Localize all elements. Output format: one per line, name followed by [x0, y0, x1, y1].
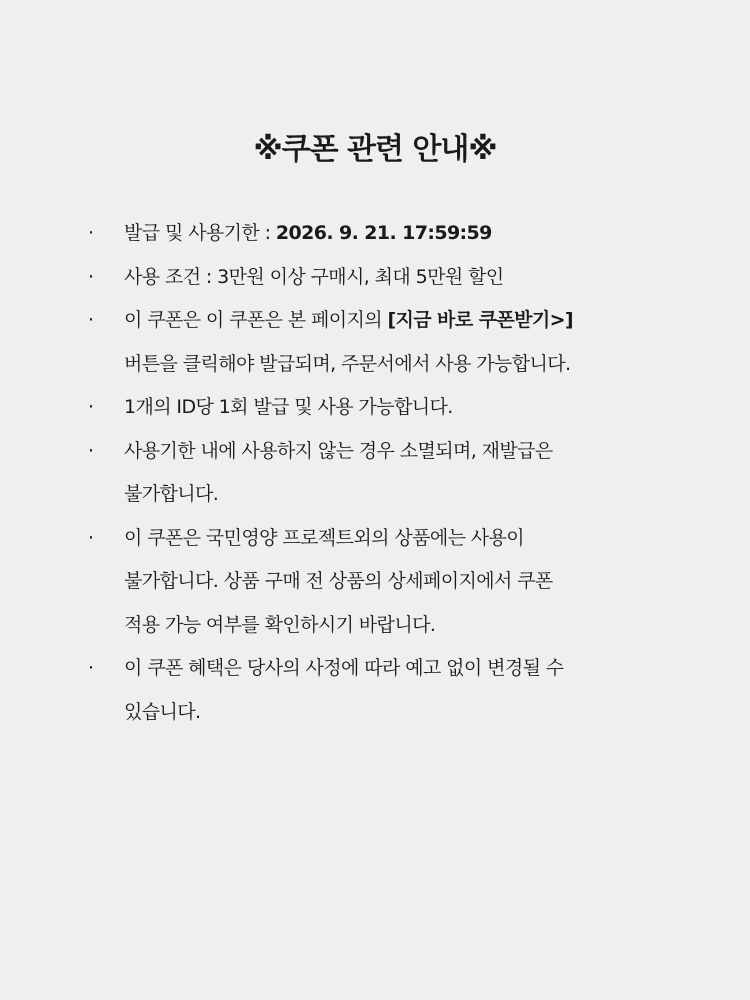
- notice-text: [124, 647, 684, 734]
- notice-line: 1개의 ID당 1회 발급 및 사용 가능합니다.: [124, 396, 453, 418]
- notice-line: 사용기한 내에 사용하지 않는 경우 소멸되며, 재발급은: [124, 439, 553, 462]
- notice-text: [124, 256, 684, 300]
- notice-text: [124, 212, 684, 256]
- notice-line: 이 쿠폰 혜택은 당사의 사정에 따라 예고 없이 변경될 수: [124, 657, 564, 679]
- notice-text: [124, 299, 684, 386]
- notice-title: ※쿠폰 관련 안내※: [253, 132, 497, 167]
- bullet-icon: ·: [88, 222, 95, 244]
- notice-line-text: 이 쿠폰은 이 쿠폰은 본 페이지의: [124, 309, 388, 331]
- notice-item-exclusions: [84, 517, 684, 648]
- notice-line: [124, 212, 684, 256]
- notice-line: [124, 299, 684, 343]
- notice-item-changes: [84, 647, 684, 734]
- bullet-icon: ·: [88, 657, 95, 679]
- notice-line: 적용 가능 여부를 확인하시기 바랍니다.: [124, 613, 436, 636]
- notice-item-issue-button: [84, 299, 684, 386]
- validity-date: 2026. 9. 21. 17:59:59: [275, 222, 492, 244]
- bullet-icon: ·: [88, 526, 95, 549]
- notice-line: 버튼을 클릭해야 발급되며, 주문서에서 사용 가능합니다.: [124, 352, 571, 375]
- notice-item-conditions: [84, 256, 684, 300]
- notice-text: [124, 517, 684, 648]
- notice-text: [124, 430, 684, 517]
- notice-item-validity: [84, 212, 684, 256]
- notice-line: 사용 조건 : 3만원 이상 구매시, 최대 5만원 할인: [124, 265, 504, 288]
- notice-line: 있습니다.: [124, 700, 201, 723]
- notice-line: 이 쿠폰은 국민영양 프로젝트외의 상품에는 사용이: [124, 526, 525, 549]
- bullet-icon: ·: [88, 439, 95, 462]
- get-coupon-button-label: [지금 바로 쿠폰받기>]: [387, 309, 574, 331]
- notice-text: [124, 386, 684, 430]
- notice-line: 불가합니다. 상품 구매 전 상품의 상세페이지에서 쿠폰: [124, 570, 553, 592]
- bullet-icon: ·: [88, 265, 95, 288]
- notice-list: [84, 212, 684, 734]
- notice-line-text: 발급 및 사용기한 :: [124, 222, 276, 244]
- notice-item-limit: [84, 386, 684, 430]
- notice-line: 불가합니다.: [124, 483, 219, 505]
- bullet-icon: ·: [88, 309, 95, 331]
- bullet-icon: ·: [88, 396, 95, 418]
- notice-item-expiry: [84, 430, 684, 517]
